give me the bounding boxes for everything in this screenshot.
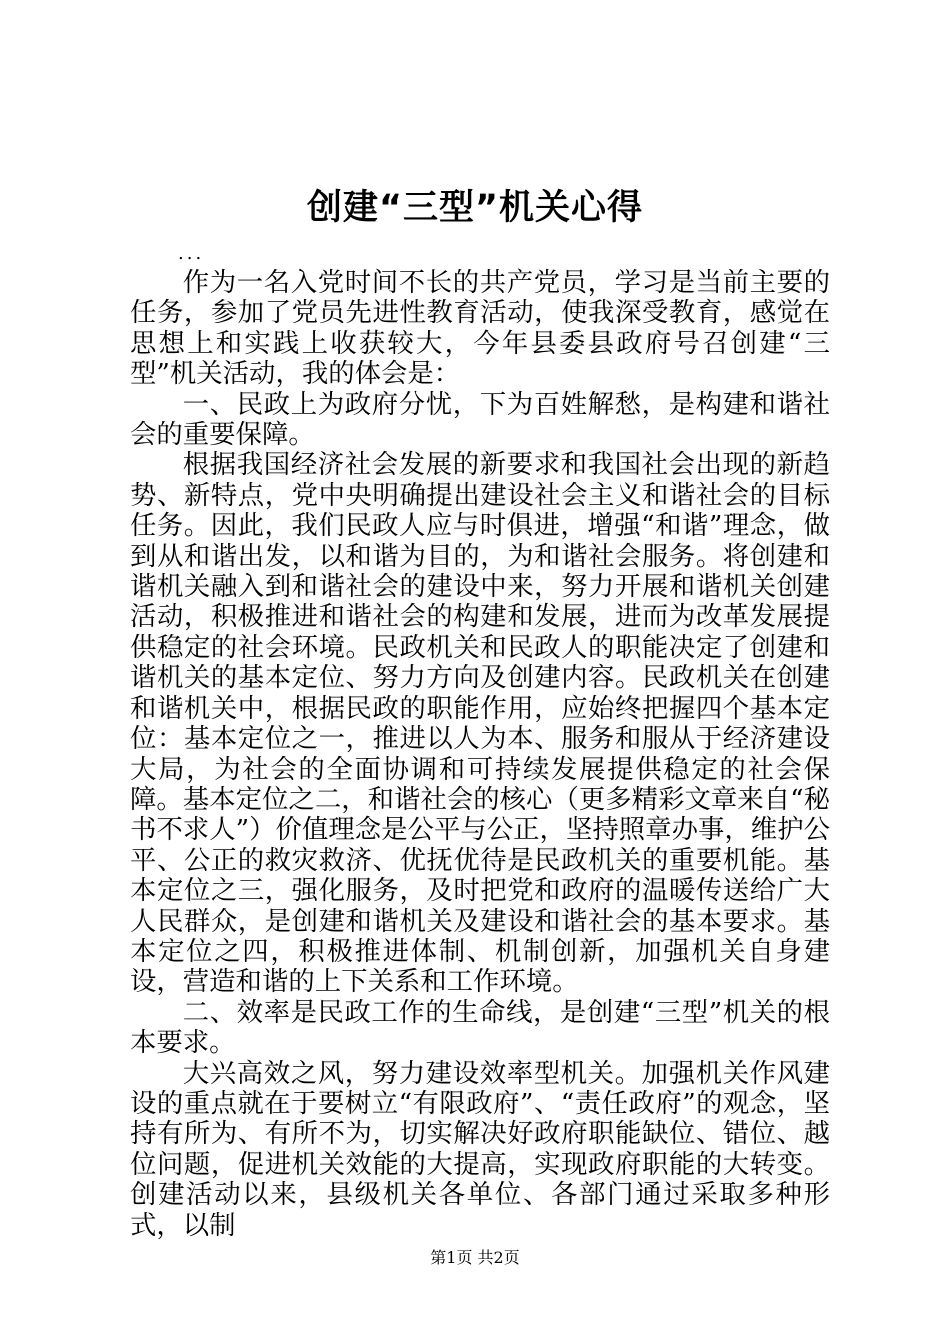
section-heading-2: 二、效率是民政工作的生命线，是创建“三型”机关的根本要求。 (130, 996, 830, 1059)
ellipsis-mark: ... (178, 243, 205, 264)
paragraph-section-2: 大兴高效之风，努力建设效率型机关。加强机关作风建设的重点就在于要树立“有限政府”、“责任政府”的观念，坚持有所为、有所不为，切实解决好政府职能缺位、错位、越位问题，促进机关效能的大提高，实现政府职能的大转变。创建活动以来，县级机关各单位、各部门通过采取多种形式，以制 (130, 1057, 830, 1241)
document-body (130, 268, 830, 1241)
document-title: 创建“三型”机关心得 (306, 188, 643, 228)
page-footer: 第1页 共2页 (430, 1248, 520, 1267)
paragraph-section-1: 根据我国经济社会发展的新要求和我国社会出现的新趋势、新特点，党中央明确提出建设社会主义和谐社会的目标任务。因此，我们民政人应与时俱进，增强“和谐”理念，做到从和谐出发，以和谐为目的，为和谐社会服务。将创建和谐机关融入到和谐社会的建设中来，努力开展和谐机关创建活动，积极推进和谐社会的构建和发展，进而为改革发展提供稳定的社会环境。民政机关和民政人的职能决定了创建和谐机关的基本定位、努力方向及创建内容。民政机关在创建和谐机关中，根据民政的职能作用，应始终把握四个基本定位：基本定位之一，推进以人为本、服务和服从于经济建设大局，为社会的全面协调和可持续发展提供稳定的社会保障。基本定位之二，和谐社会的核心（更多精彩文章来自“秘书不求人”）价值理念是公平与公正，坚持照章办事，维护公平、公正的救灾救济、优抚优待是民政机关的重要机能。基本定位之三，强化服务，及时把党和政府的温暖传送给广大人民群众，是创建和谐机关及建设和谐社会的基本要求。基本定位之四，积极推进体制、机制创新，加强机关自身建设，营造和谐的上下关系和工作环境。 (130, 449, 830, 998)
paragraph-intro: 作为一名入党时间不长的共产党员，学习是当前主要的任务，参加了党员先进性教育活动，使我深受教育，感觉在思想上和实践上收获较大，今年县委县政府号召创建“三型”机关活动，我的体会是： (130, 267, 830, 390)
section-heading-1: 一、民政上为政府分忧，下为百姓解愁，是构建和谐社会的重要保障。 (130, 388, 830, 451)
